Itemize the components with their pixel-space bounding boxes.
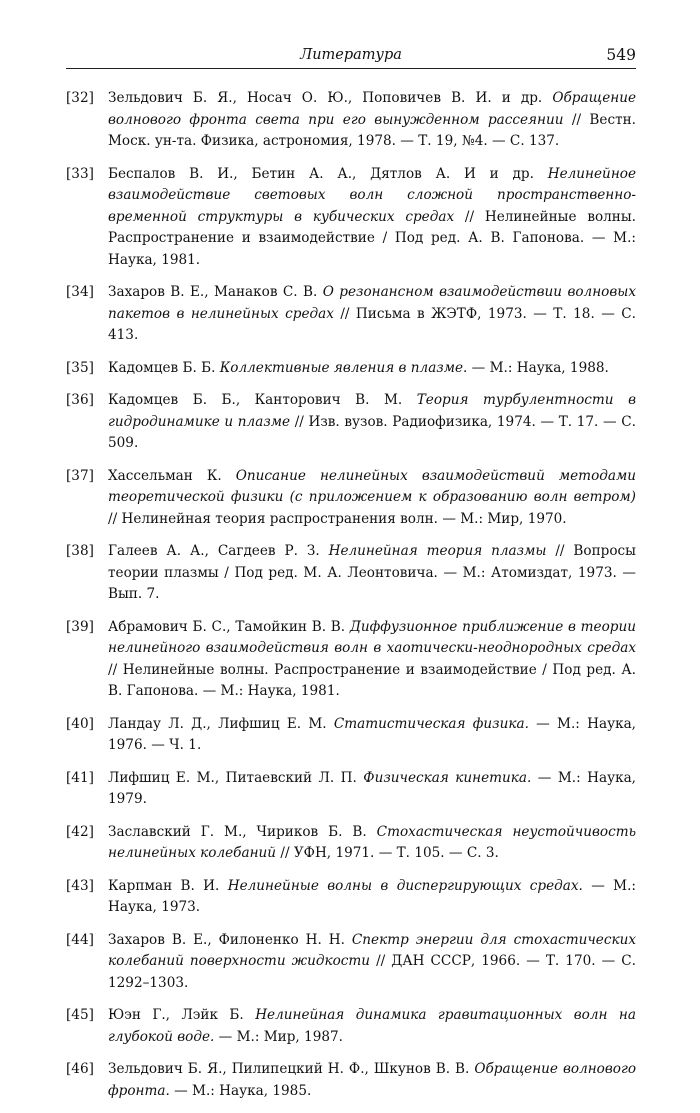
reference-item — [66, 390, 636, 455]
reference-title: Теория турбулентности в гидродинамике и плазме — [108, 392, 636, 430]
reference-title: Обращение волнового фронта света при его вынужденном рассеянии — [108, 90, 636, 128]
reference-title: Нелинейная теория плазмы — [328, 543, 547, 559]
reference-number: [34] — [66, 284, 94, 300]
reference-authors: Ландау Л. Д., Лифшиц Е. М. — [108, 715, 334, 732]
reference-source: — М.: Наука, 1979. — [108, 769, 636, 807]
reference-authors: Кадомцев Б. Б., Канторович В. М. — [108, 392, 417, 408]
reference-title: Нелинейная динамика гравитационных волн на глубокой воде. — [108, 1007, 636, 1045]
reference-source: — М.: Наука, 1976. — Ч. 1. — [108, 715, 636, 753]
reference-number: [40] — [66, 715, 94, 732]
reference-number: [35] — [66, 359, 94, 376]
reference-title: Спектр энергии для стохастических колебаний поверхности жидкости — [108, 931, 636, 969]
reference-source: // УФН, 1971. — Т. 105. — С. 3. — [276, 845, 499, 861]
reference-item — [66, 714, 636, 757]
reference-item — [66, 617, 636, 703]
reference-authors: Кадомцев Б. Б. — [108, 359, 220, 376]
reference-title: О резонансном взаимодействии волновых пакетов в нелинейных средах — [108, 284, 636, 322]
reference-title: Физическая кинетика. — [363, 769, 532, 786]
reference-authors: Заславский Г. М., Чириков Б. В. — [108, 823, 377, 840]
reference-authors: Карпман В. И. — [108, 877, 228, 894]
reference-source: — М.: Мир, 1987. — [214, 1028, 343, 1045]
reference-source: — М.: Наука, 1973. — [108, 877, 637, 915]
reference-number: [32] — [66, 90, 94, 106]
reference-list — [66, 88, 636, 1113]
reference-number: [33] — [66, 165, 94, 182]
reference-item — [66, 768, 636, 811]
reference-title: Стохастическая неустойчивость нелинейных колебаний — [108, 823, 637, 861]
reference-authors: Зельдович Б. Я., Пилипецкий Н. Ф., Шкунов В. В. — [108, 1061, 475, 1077]
reference-number: [36] — [66, 392, 94, 408]
running-head — [66, 46, 636, 69]
reference-source: — М.: Наука, 1985. — [169, 1082, 312, 1099]
reference-item — [66, 88, 636, 153]
reference-number: [39] — [66, 618, 94, 635]
reference-number: [46] — [66, 1061, 94, 1077]
reference-number: [37] — [66, 467, 94, 484]
reference-item — [66, 930, 636, 995]
reference-item — [66, 1005, 636, 1048]
reference-source: // Изв. вузов. Радиофизика, 1974. — Т. 17. — С. 509. — [108, 413, 636, 451]
reference-authors: Абрамович Б. С., Тамойкин В. В. — [108, 618, 350, 635]
reference-item — [66, 876, 636, 919]
reference-source: // ДАН СССР, 1966. — Т. 170. — С. 1292–1303. — [108, 953, 636, 991]
reference-item — [66, 541, 636, 606]
reference-authors: Юэн Г., Лэйк Б. — [108, 1007, 256, 1023]
reference-item — [66, 822, 636, 865]
reference-item — [66, 1059, 636, 1102]
reference-title: Нелинейное взаимодействие световых волн сложной пространственно-временной структуры в кубических средах — [108, 165, 636, 225]
reference-item — [66, 164, 636, 272]
reference-authors: Лифшиц Е. М., Питаевский Л. П. — [108, 769, 364, 786]
reference-source: // Вестн. Моск. ун-та. Физика, астрономия, 1978. — Т. 19, №4. — С. 137. — [108, 111, 636, 149]
reference-source: // Письма в ЖЭТФ, 1973. — Т. 18. — С. 413. — [108, 305, 636, 343]
reference-title: Описание нелинейных взаимодействий методами теоретической физики (с приложением к образованию волн ветром) — [108, 467, 637, 505]
running-head-title: Литература — [300, 47, 402, 63]
reference-source: // Нелинейные волны. Распространение и взаимодействие / Под ред. А. В. Гапонова. — М.: Наука, 1981. — [108, 661, 636, 699]
reference-authors: Беспалов В. И., Бетин А. А., Дятлов А. И и др. — [108, 165, 548, 182]
reference-title: Обращение волнового фронта. — [108, 1061, 637, 1099]
reference-title: Диффузионное приближение в теории нелинейного взаимодействия волн в хаотически-неоднородных средах — [108, 618, 636, 656]
reference-number: [42] — [66, 823, 94, 840]
reference-title: Статистическая физика. — [333, 715, 529, 732]
reference-source: — М.: Наука, 1988. — [467, 359, 609, 376]
reference-authors: Хассельман К. — [108, 467, 236, 484]
reference-number: [43] — [66, 877, 94, 894]
reference-item — [66, 466, 636, 531]
reference-title: Коллективные явления в плазме. — [219, 359, 468, 376]
reference-authors: Захаров В. Е., Манаков С. В. — [108, 284, 323, 300]
reference-item — [66, 358, 636, 380]
reference-number: [38] — [66, 543, 94, 559]
reference-number: [41] — [66, 769, 94, 786]
reference-source: // Нелинейная теория распространения волн. — М.: Мир, 1970. — [108, 510, 567, 527]
page-number: 549 — [606, 46, 636, 64]
reference-authors: Галеев А. А., Сагдеев Р. З. — [108, 543, 329, 559]
reference-title: Нелинейные волны в диспергирующих средах. — [227, 877, 583, 894]
reference-item — [66, 282, 636, 347]
reference-number: [44] — [66, 931, 94, 948]
reference-authors: Захаров В. Е., Филоненко Н. Н. — [108, 931, 352, 948]
reference-authors: Зельдович Б. Я., Носач О. Ю., Поповичев В. И. и др. — [108, 90, 553, 106]
reference-source: // Нелинейные волны. Распространение и взаимодействие / Под ред. А. В. Гапонова. — М.: Наука, 1981. — [108, 208, 636, 268]
reference-number: [45] — [66, 1007, 94, 1023]
reference-source: // Вопросы теории плазмы / Под ред. М. А. Леонтовича. — М.: Атомиздат, 1973. — Вып. 7. — [108, 543, 636, 602]
